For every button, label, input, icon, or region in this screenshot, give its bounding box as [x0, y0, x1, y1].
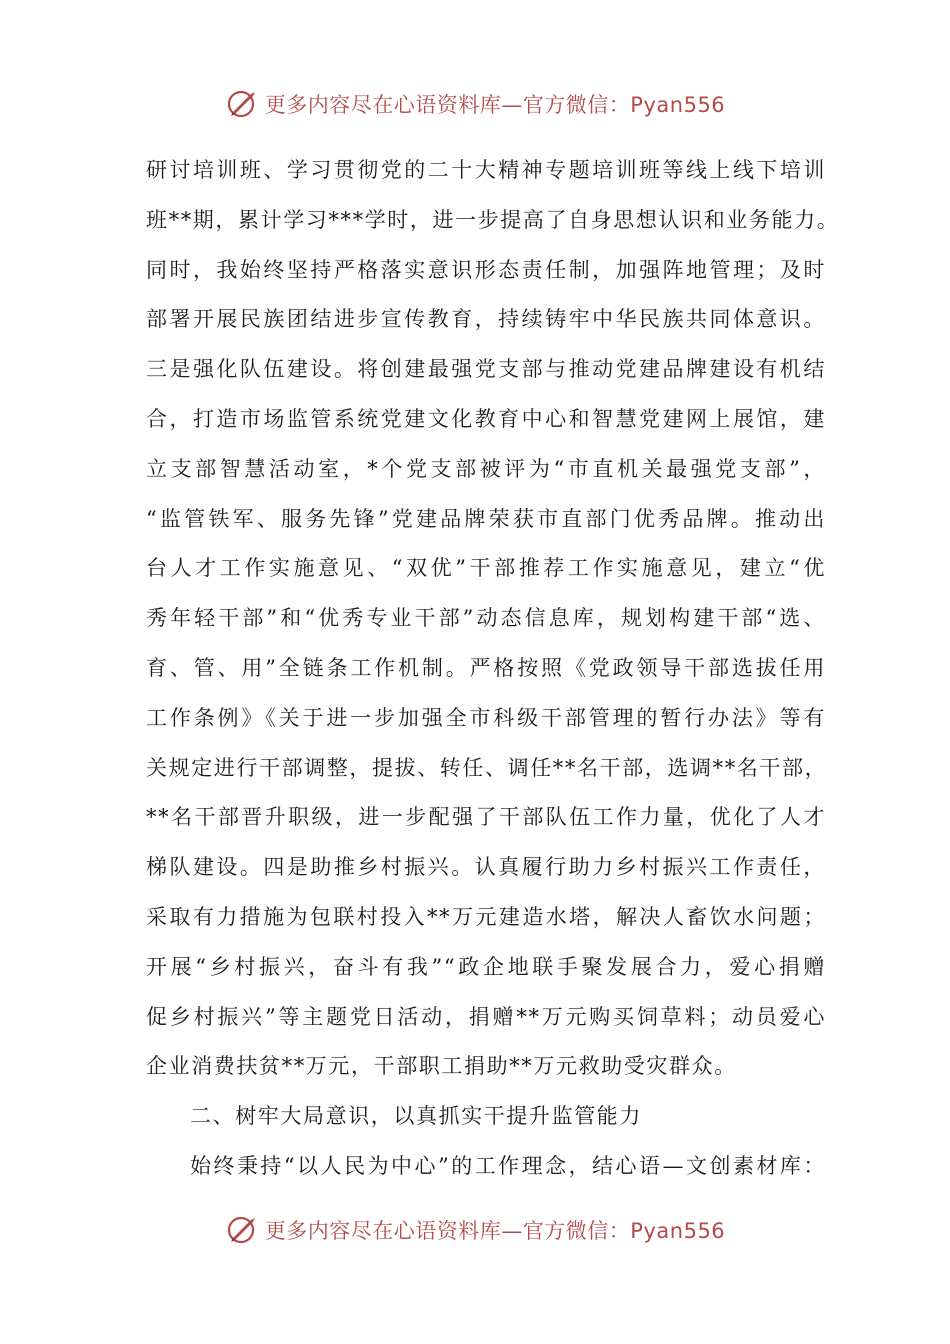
section-first-line: 始终秉持“以人民为中心”的工作理念，结心语—文创素材库： [190, 1153, 826, 1178]
footer-banner-text: 更多内容尽在心语资料库—官方微信：Pyan556 [264, 1219, 726, 1243]
pen-logo-icon [225, 86, 261, 122]
body-line: 开展“乡村振兴，奋斗有我”“政企地联手聚发展合力，爱心捐赠 [146, 954, 826, 979]
pen-logo-icon [225, 1212, 261, 1248]
body-line: 研讨培训班、学习贯彻党的二十大精神专题培训班等线上线下培训 [146, 158, 826, 182]
section-heading: 二、树牢大局意识，以真抓实干提升监管能力 [190, 1104, 642, 1129]
body-line: 部署开展民族团结进步宣传教育，持续铸牢中华民族共同体意识。 [146, 307, 826, 332]
footer-banner [0, 1208, 950, 1252]
body-line: 秀年轻干部”和“优秀专业干部”动态信息库，规划构建干部“选、 [146, 606, 826, 631]
body-line: 三是强化队伍建设。将创建最强党支部与推动党建品牌建设有机结 [146, 357, 826, 382]
body-line: **名干部晋升职级，进一步配强了干部队伍工作力量，优化了人才 [146, 805, 826, 830]
body-line: “监管铁军、服务先锋”党建品牌荣获市直部门优秀品牌。推动出 [146, 506, 826, 531]
body-line: 工作条例》《关于进一步加强全市科级干部管理的暂行办法》等有 [146, 705, 826, 730]
document-body [146, 146, 840, 1192]
body-line: 立支部智慧活动室，*个党支部被评为“市直机关最强党支部”， [146, 456, 826, 481]
header-banner-text: 更多内容尽在心语资料库—官方微信：Pyan556 [264, 93, 726, 117]
body-line: 促乡村振兴”等主题党日活动，捐赠**万元购买饲草料；动员爱心 [146, 1004, 826, 1029]
body-line: 采取有力措施为包联村投入**万元建造水塔，解决人畜饮水问题； [146, 904, 826, 929]
body-line: 班**期，累计学习***学时，进一步提高了自身思想认识和业务能力。 [146, 207, 840, 232]
body-line: 梯队建设。四是助推乡村振兴。认真履行助力乡村振兴工作责任， [146, 855, 826, 880]
header-banner [0, 82, 950, 126]
body-line: 育、管、用”全链条工作机制。严格按照《党政领导干部选拔任用 [146, 655, 826, 680]
body-line: 企业消费扶贫**万元，干部职工捐助**万元救助受灾群众。 [146, 1054, 737, 1079]
body-line: 关规定进行干部调整，提拔、转任、调任**名干部，选调**名干部， [146, 755, 828, 780]
body-line: 台人才工作实施意见、“双优”干部推荐工作实施意见，建立“优 [146, 556, 826, 581]
body-line: 合，打造市场监管系统党建文化教育中心和智慧党建网上展馆，建 [146, 406, 826, 431]
body-line: 同时，我始终坚持严格落实意识形态责任制，加强阵地管理；及时 [146, 257, 826, 282]
